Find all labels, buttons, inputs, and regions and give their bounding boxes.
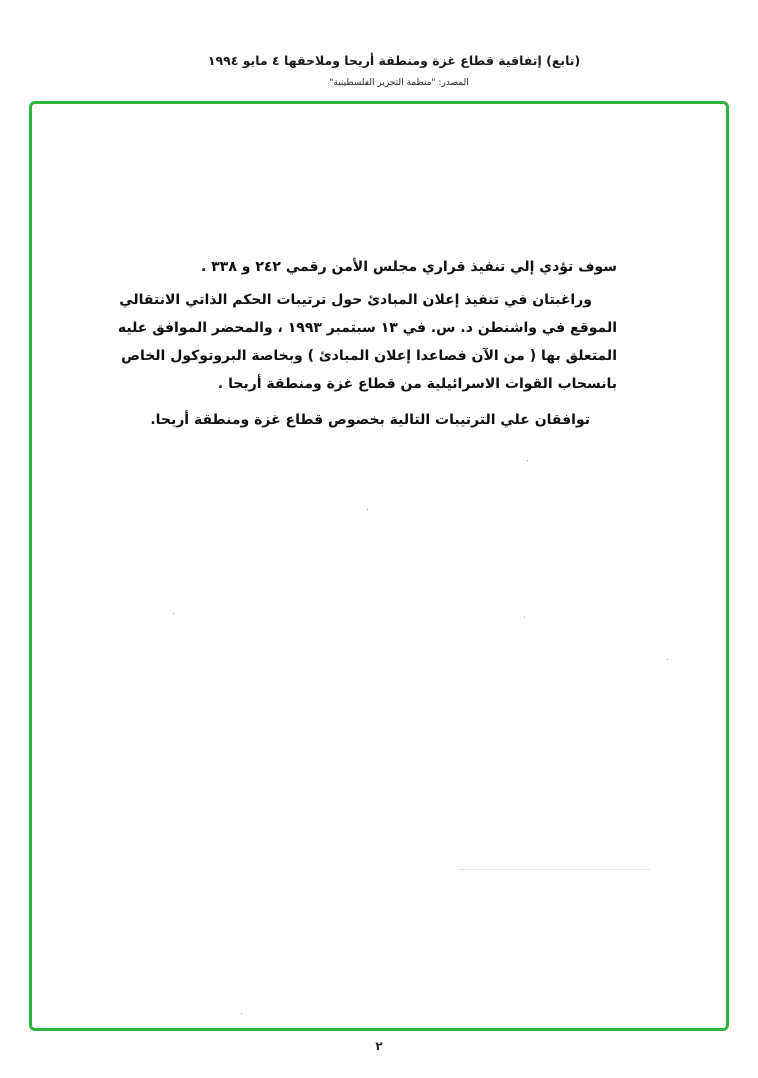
document-header-title: (تابع) إتفاقية قطاع غزة ومنطقة أريحا وملاحقها ٤ مايو ١٩٩٤ — [207, 53, 581, 68]
paragraph-3-line: توافقان علي الترتيبات التالية بخصوص قطاع غزة ومنطقة أريحا. — [150, 412, 590, 428]
page-number: ٢ — [375, 1039, 383, 1053]
document-source-line: المصدر: "منظمة التحرير الفلسطينية" — [329, 78, 469, 88]
paragraph-1-line: سوف تؤدي إلي تنفيذ قراري مجلس الأمن رقمي ٢٤٢ و ٣٣٨ . — [201, 259, 617, 275]
faint-scan-line — [458, 869, 650, 870]
scan-speck — [527, 460, 528, 461]
paragraph-2-line-2: الموقع في واشنطن د. س. في ١٣ سبتمبر ١٩٩٣ ، والمحضر الموافق عليه — [117, 320, 617, 336]
scan-speck — [173, 613, 174, 614]
scan-speck — [367, 509, 368, 510]
content-frame — [29, 101, 729, 1031]
paragraph-2-line-1: وراغبتان في تنفيذ إعلان المبادئ حول ترتيبات الحكم الذاتي الانتقالي — [119, 292, 592, 308]
scan-speck — [524, 617, 525, 618]
paragraph-2-line-3: المتعلق بها ( من الآن فصاعدا إعلان المبادئ ) وبخاصة البروتوكول الخاص — [121, 348, 617, 364]
paragraph-2-line-4: بانسحاب القوات الاسرائيلية من قطاع غزة ومنطقة أريحا . — [217, 376, 617, 392]
scan-speck — [241, 1013, 242, 1014]
scan-speck — [667, 659, 668, 660]
